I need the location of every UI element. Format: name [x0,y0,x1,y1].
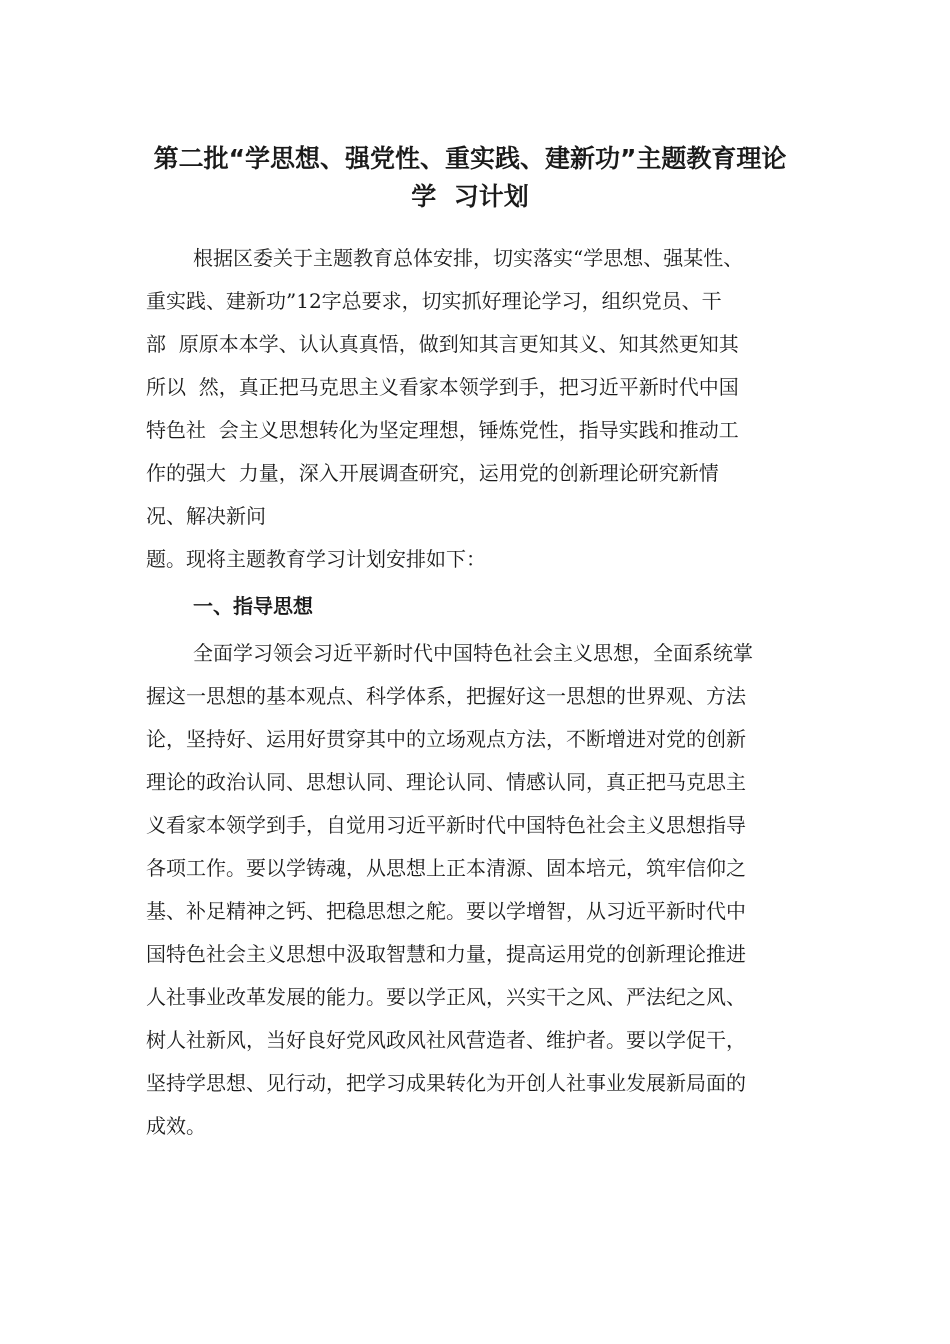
section1-line: 人社事业改革发展的能力。要以学正风，兴实干之风、严法纪之风、 [146,985,746,1009]
section1-line: 坚持学思想、见行动，把学习成果转化为开创人社事业发展新局面的 [146,1071,746,1095]
section1-line: 国特色社会主义思想中汲取智慧和力量，提高运用党的创新理论推进 [146,942,746,966]
intro-line: 题。现将主题教育学习计划安排如下： [146,547,486,571]
intro-line: 根据区委关于主题教育总体安排，切实落实“学思想、强某性、 [193,246,744,270]
intro-line: 特色社 会主义思想转化为坚定理想，锤炼党性，指导实践和推动工 [146,418,739,442]
intro-line: 况、解决新问 [146,504,266,528]
section1-line: 义看家本领学到手，自觉用习近平新时代中国特色社会主义思想指导 [146,813,746,837]
title-line-1: 第二批“学思想、强党性、重实践、建新功”主题教育理论 [153,144,787,173]
section1-line: 树人社新风，当好良好党风政风社风营造者、维护者。要以学促干， [146,1028,746,1052]
intro-line: 部 原原本本学、认认真真悟，做到知其言更知其义、知其然更知其 [146,332,739,356]
section1-line: 理论的政治认同、思想认同、理论认同、情感认同，真正把马克思主 [146,770,746,794]
section1-line: 握这一思想的基本观点、科学体系，把握好这一思想的世界观、方法 [146,684,746,708]
section1-line: 论，坚持好、运用好贯穿其中的立场观点方法，不断增进对党的创新 [146,727,746,751]
intro-line: 所以 然，真正把马克思主义看家本领学到手，把习近平新时代中国 [146,375,739,399]
section-heading: 一、指导思想 [193,594,313,618]
section1-line: 基、补足精神之钙、把稳思想之舵。要以学增智，从习近平新时代中 [146,899,746,923]
section1-line: 成效。 [146,1114,206,1138]
intro-line: 作的强大 力量，深入开展调查研究，运用党的创新理论研究新情 [146,461,719,485]
section1-line: 全面学习领会习近平新时代中国特色社会主义思想，全面系统掌 [193,641,753,665]
intro-line: 重实践、建新功”12字总要求，切实抓好理论学习，组织党员、干 [146,289,722,313]
section1-line: 各项工作。要以学铸魂，从思想上正本清源、固本培元，筑牢信仰之 [146,856,746,880]
document-title [140,140,800,216]
title-line-2: 学 习计划 [411,182,529,211]
